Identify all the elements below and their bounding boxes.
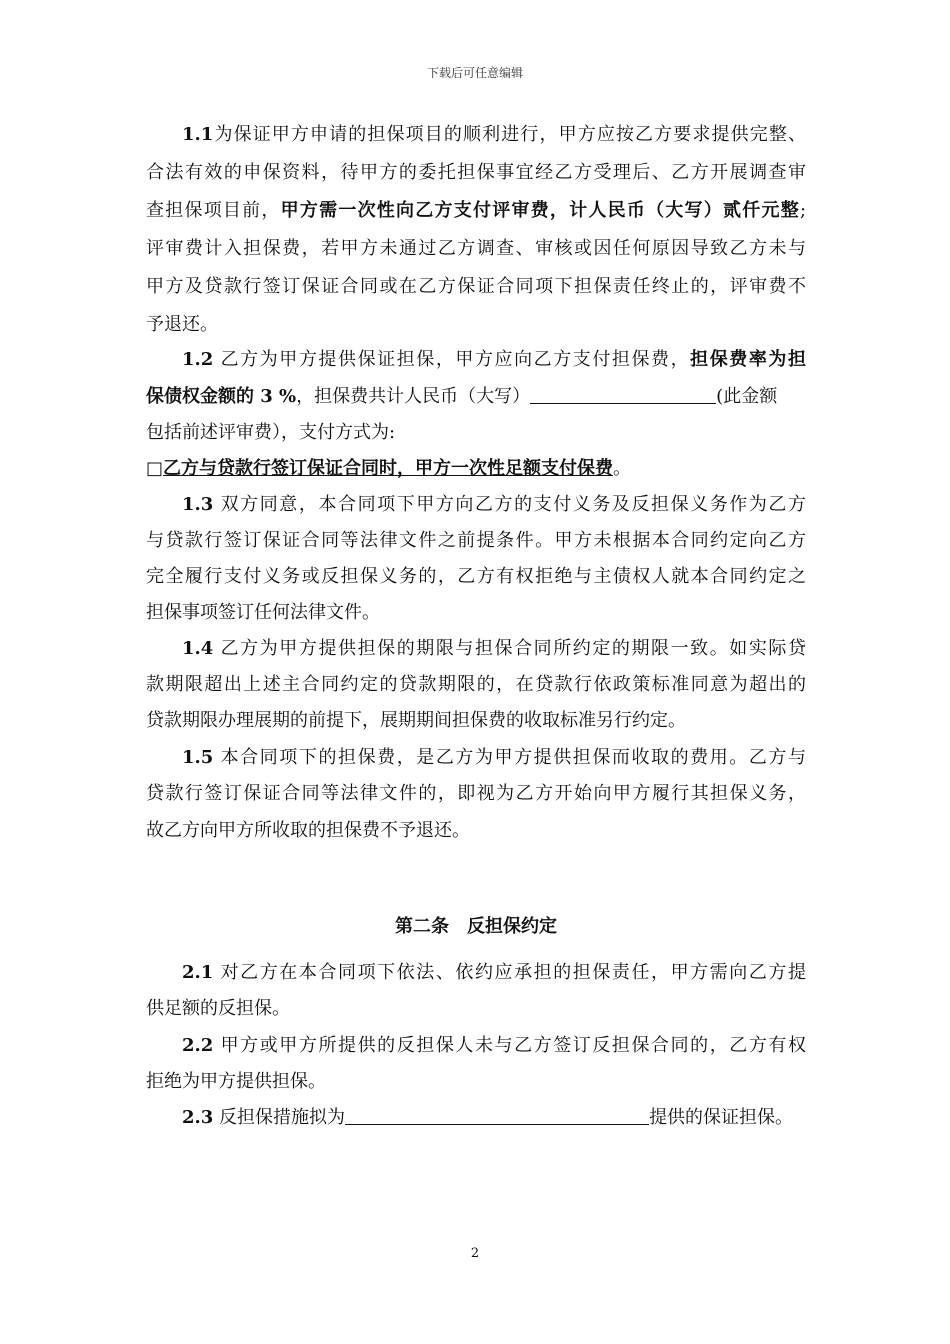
clause-text: 。 xyxy=(613,458,632,479)
clause-1-1-line-6: 予退还。 xyxy=(146,314,218,335)
clause-number: 2.3 xyxy=(182,1107,214,1128)
clause-1-4-line-1 xyxy=(182,636,806,662)
clause-text: 甲方或甲方所提供的反担保人未与乙方签订反担保合同的，乙方有权 xyxy=(213,1035,806,1056)
clause-number: 1.2 xyxy=(182,349,214,370)
clause-text: 对乙方在本合同项下依法、依约应承担的担保责任，甲方需向乙方提 xyxy=(213,962,806,983)
clause-text: 乙方为甲方提供担保的期限与担保合同所约定的期限一致。如实际贷 xyxy=(213,638,806,659)
clause-text: 乙方为甲方提供保证担保，甲方应向乙方支付担保费， xyxy=(213,349,691,370)
clause-2-1-line-1 xyxy=(182,960,806,986)
clause-1-2-line-3: 包括前述评审费），支付方式为: xyxy=(146,422,396,443)
clause-2-2-line-1 xyxy=(182,1033,806,1059)
clause-number: 2.1 xyxy=(182,962,214,983)
section-2-title: 第二条 反担保约定 xyxy=(395,916,557,937)
clause-1-1-line-2: 合法有效的申保资料，待甲方的委托担保事宜经乙方受理后、乙方开展调查审 xyxy=(146,162,806,183)
clause-text: 本合同项下的担保费，是乙方为甲方提供担保而收取的费用。乙方与 xyxy=(213,747,806,768)
clause-1-4-line-2: 款期限超出上述主合同约定的贷款期限的，在贷款行依政策标准同意为超出的 xyxy=(146,674,806,695)
clause-1-2-line-2 xyxy=(146,384,777,410)
clause-text: 提供的保证担保。 xyxy=(649,1107,794,1128)
clause-text: ，担保费共计人民币（大写） xyxy=(296,386,531,407)
clause-1-3-line-3: 完全履行支付义务或反担保义务的，乙方有权拒绝与主债权人就本合同约定之 xyxy=(146,566,806,587)
clause-text: (此金额 xyxy=(716,386,778,407)
clause-2-2-line-2: 拒绝为甲方提供担保。 xyxy=(146,1071,326,1092)
amount-blank-field[interactable] xyxy=(530,385,716,404)
clause-1-1-line-5: 甲方及贷款行签订保证合同或在乙方保证合同项下担保责任终止的，评审费不 xyxy=(146,276,806,297)
clause-2-1-line-2: 供足额的反担保。 xyxy=(146,998,290,1019)
clause-number: 1.5 xyxy=(182,747,214,768)
clause-1-1-line-1 xyxy=(182,122,806,148)
clause-number: 1.4 xyxy=(182,638,214,659)
clause-1-2-line-1 xyxy=(182,347,806,373)
clause-1-1-line-4: 评审费计入担保费，若甲方未通过乙方调查、审核或因任何原因导致乙方未与 xyxy=(146,238,806,259)
bold-fee-text: 甲方需一次性向乙方支付评审费，计人民币（大写）贰仟元整 xyxy=(280,200,800,221)
clause-1-5-line-3: 故乙方向甲方所收取的担保费不予退还。 xyxy=(146,820,470,841)
clause-1-3-line-4: 担保事项签订任何法律文件。 xyxy=(146,602,380,623)
checkbox[interactable]: □ xyxy=(146,458,164,479)
bold-rate-text: 担保费率为担 xyxy=(690,349,806,370)
page-header: 下载后可任意编辑 xyxy=(426,66,523,80)
clause-text: ; xyxy=(799,200,807,221)
payment-option-text: 乙方与贷款行签订保证合同时，甲方一次性足额支付保费 xyxy=(163,458,614,479)
clause-1-1-line-3 xyxy=(146,198,806,224)
page-number: 2 xyxy=(470,1246,480,1261)
clause-1-5-line-2: 贷款行签订保证合同等法律文件的，即视为乙方开始向甲方履行其担保义务， xyxy=(146,783,806,804)
clause-text: 查担保项目前， xyxy=(146,200,281,221)
guarantor-blank-field[interactable] xyxy=(345,1106,649,1125)
clause-text: 为保证甲方申请的担保项目的顺利进行，甲方应按乙方要求提供完整、 xyxy=(213,124,806,145)
clause-text: 反担保措施拟为 xyxy=(213,1107,346,1128)
clause-number: 2.2 xyxy=(182,1035,214,1056)
clause-text: 双方同意，本合同项下甲方向乙方的支付义务及反担保义务作为乙方 xyxy=(213,494,806,515)
clause-2-3-line-1 xyxy=(182,1105,793,1131)
clause-1-3-line-2: 与贷款行签订保证合同等法律文件之前提条件。甲方未根据本合同约定向乙方 xyxy=(146,530,806,551)
payment-option-line xyxy=(146,456,631,482)
clause-1-5-line-1 xyxy=(182,745,806,771)
clause-1-3-line-1 xyxy=(182,492,806,518)
clause-number: 1.1 xyxy=(182,124,214,145)
bold-rate-text: 保债权金额的 3 % xyxy=(146,386,297,407)
clause-1-4-line-3: 贷款期限办理展期的前提下，展期期间担保费的收取标准另行约定。 xyxy=(146,710,686,731)
clause-number: 1.3 xyxy=(182,494,214,515)
